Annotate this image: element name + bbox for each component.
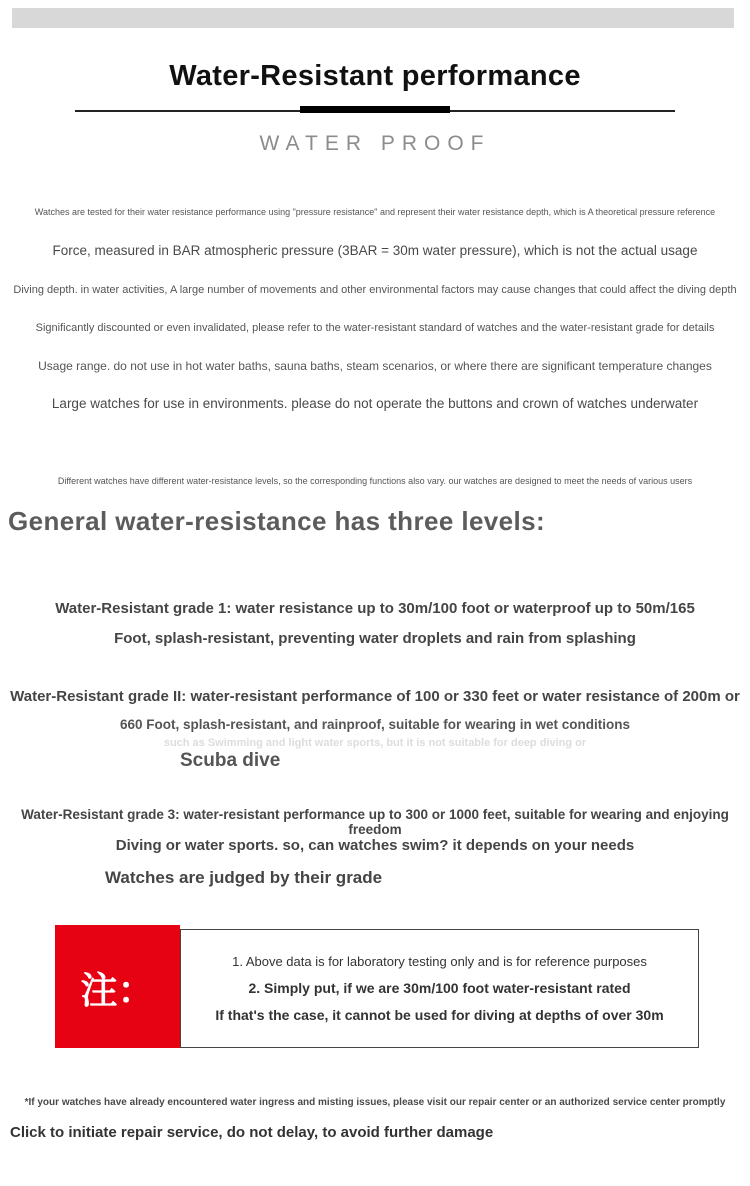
scuba-dive-heading: Scuba dive <box>180 750 281 771</box>
intro-paragraph-6: Large watches for use in environments. please do not operate the buttons and crown of watches underwater <box>51 396 699 411</box>
intro-paragraph-4: Significantly discounted or even invalidated, please refer to the water-resistant standard of watches and the water-resistant grade for details <box>35 322 715 334</box>
note-label-badge: 注： <box>55 925 180 1048</box>
repair-fineprint: *If your watches have already encountered water ingress and misting issues, please visit our repair center or an authorized service center promptly <box>24 1097 726 1108</box>
intro-paragraph-5: Usage range. do not use in hot water baths, sauna baths, steam scenarios, or where there are significant temperature changes <box>38 359 712 373</box>
intro-paragraph-3: Diving depth. in water activities, A large number of movements and other environmental factors may cause changes that could affect the diving depth <box>13 284 737 296</box>
intro-paragraph-2: Force, measured in BAR atmospheric pressure (3BAR = 30m water pressure), which is not the actual usage <box>52 243 698 258</box>
note-line-1: 1. Above data is for laboratory testing only and is for reference purposes <box>232 954 647 969</box>
grade3-line2: Diving or water sports. so, can watches swim? it depends on your needs <box>115 837 635 854</box>
grade2-line2: 660 Foot, splash-resistant, and rainproof, suitable for wearing in wet conditions <box>119 717 631 732</box>
note-box <box>180 929 699 1048</box>
levels-heading: General water-resistance has three levels: <box>8 506 546 536</box>
page-title: Water-Resistant performance <box>169 60 581 92</box>
intro-paragraph-1: Watches are tested for their water resistance performance using "pressure resistance" and represent their water resistance depth, which is A theoretical pressure reference <box>34 207 716 217</box>
grade2-line1: Water-Resistant grade II: water-resistant performance of 100 or 330 feet or water resistance of 200m or <box>10 688 740 705</box>
page-subtitle: WATER PROOF <box>259 132 491 155</box>
repair-cta-text[interactable]: Click to initiate repair service, do not delay, to avoid further damage <box>10 1124 494 1141</box>
note-line-3: If that's the case, it cannot be used for diving at depths of over 30m <box>215 1007 664 1023</box>
grade1-line2: Foot, splash-resistant, preventing water droplets and rain from splashing <box>114 630 636 647</box>
grade3-line1: Water-Resistant grade 3: water-resistant performance up to 300 or 1000 feet, suitable for wearing and enjoying freedom <box>21 807 729 837</box>
intro-paragraph-7: Different watches have different water-resistance levels, so the corresponding functions also vary. our watches are designed to meet the needs of various users <box>57 476 693 486</box>
grade1-line1: Water-Resistant grade 1: water resistance up to 30m/100 foot or waterproof up to 50m/165 <box>55 600 695 617</box>
grade2-faded-line: such as Swimming and light water sports, but it is not suitable for deep diving or <box>163 737 587 749</box>
note-line-2: 2. Simply put, if we are 30m/100 foot water-resistant rated <box>248 980 631 996</box>
grade3-line3: Watches are judged by their grade <box>105 868 383 887</box>
top-divider-strip <box>12 8 734 28</box>
title-underline-accent <box>300 106 450 113</box>
